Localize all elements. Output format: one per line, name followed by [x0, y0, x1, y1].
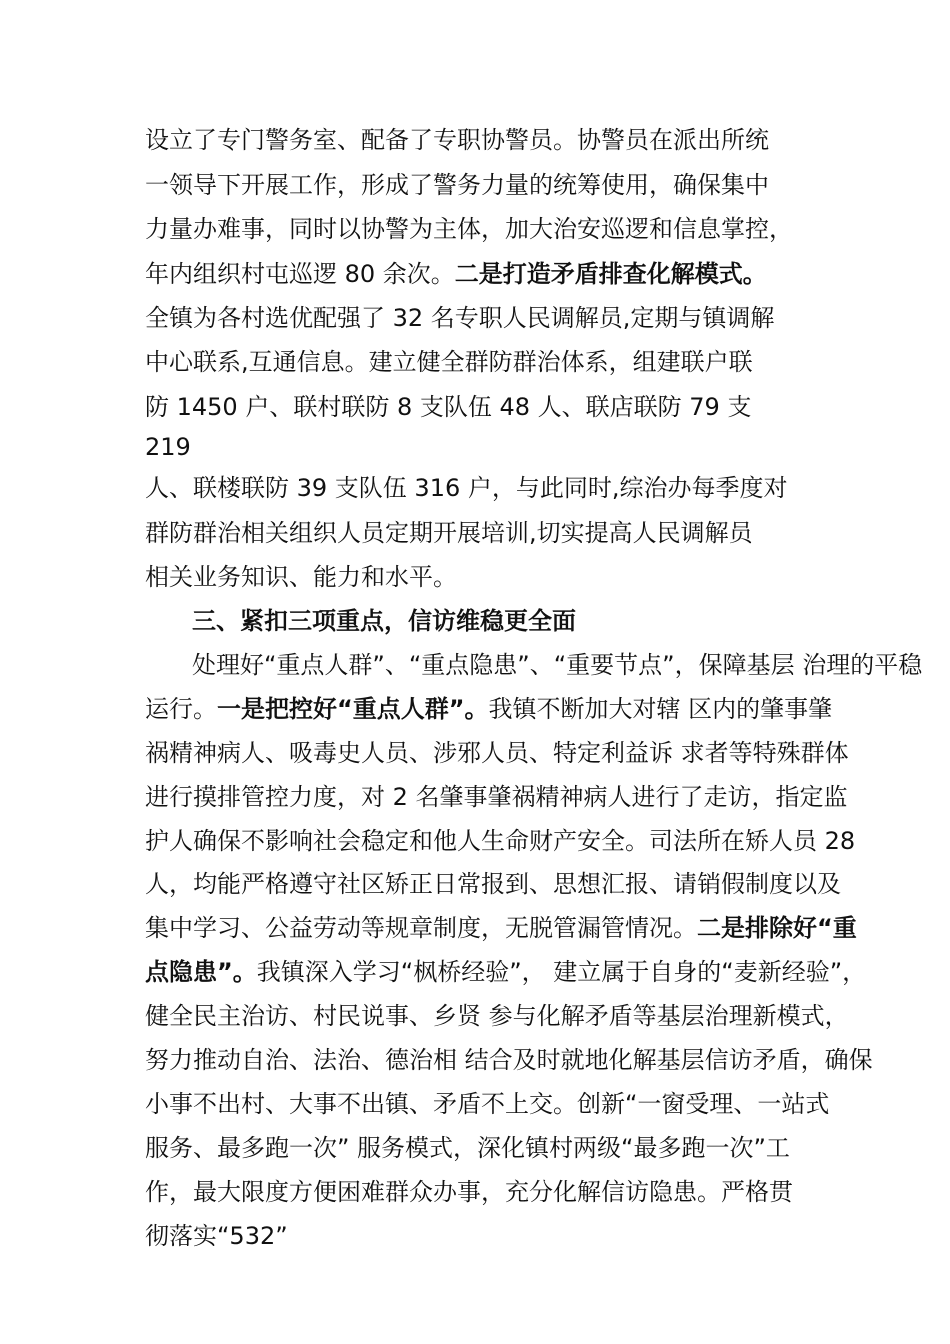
- text-line: [145, 303, 774, 333]
- bold-span: 二是排除好“重: [697, 914, 857, 942]
- text-span: 彻落实“532”: [145, 1222, 288, 1250]
- text-line: [145, 214, 793, 244]
- text-line: [145, 170, 769, 200]
- text-line: [145, 1133, 790, 1163]
- text-span: 人、联楼联防 39 支队伍 316 户，与此同时,综治办每季度对: [145, 474, 788, 502]
- section-heading: [192, 606, 576, 636]
- text-line: [145, 432, 191, 462]
- text-span: 服务、最多跑一次” 服务模式，深化镇村两级“最多跑一次”工: [145, 1134, 790, 1162]
- text-line: [145, 869, 841, 899]
- bold-span: 点隐患”。: [145, 958, 257, 986]
- text-span: 努力推动自治、法治、德治相 结合及时就地化解基层信访矛盾，确保: [145, 1046, 873, 1074]
- text-line: [145, 562, 457, 592]
- text-span: 作，最大限度方便困难群众办事，充分化解信访隐患。严格贯: [145, 1178, 793, 1206]
- text-span: 群防群治相关组织人员定期开展培训,切实提高人民调解员: [145, 519, 753, 547]
- text-span: 年内组织村屯巡逻 80 余次。: [145, 260, 455, 288]
- text-line: [145, 913, 857, 943]
- text-line: [145, 1177, 793, 1207]
- text-span: 健全民主治访、村民说事、乡贤 参与化解矛盾等基层治理新模式，: [145, 1002, 849, 1030]
- text-span: 进行摸排管控力度，对 2 名肇事肇祸精神病人进行了走访，指定监: [145, 783, 848, 811]
- text-line: [145, 1089, 829, 1119]
- text-line: [145, 1045, 873, 1075]
- text-span: 219: [145, 433, 191, 461]
- text-line: [145, 347, 753, 377]
- text-span: 我镇深入学习“枫桥经验”， 建立属于自身的“麦新经验”，: [256, 958, 867, 986]
- text-line: [145, 694, 832, 724]
- text-span: 人，均能严格遵守社区矫正日常报到、思想汇报、请销假制度以及: [145, 870, 841, 898]
- text-line: [145, 518, 753, 548]
- text-line: [145, 473, 788, 503]
- text-line: [145, 125, 825, 155]
- text-line: [145, 826, 855, 856]
- text-span: 设立了专门警务室、配备了专职协警员。协警员在派出所统: [145, 126, 769, 154]
- text-span: 集中学习、公益劳动等规章制度，无脱管漏管情况。: [145, 914, 697, 942]
- text-line: [145, 957, 866, 987]
- text-line: [145, 1221, 288, 1251]
- heading-text: 三、紧扣三项重点，信访维稳更全面: [192, 607, 576, 635]
- text-span: 力量办难事，同时以协警为主体，加大治安巡逻和信息掌控，: [145, 215, 793, 243]
- text-line: [145, 1001, 849, 1031]
- text-span: 相关业务知识、能力和水平。: [145, 563, 457, 591]
- bold-span: 二是打造矛盾排查化解模式。: [454, 260, 767, 288]
- text-line: [192, 650, 922, 680]
- text-line: [145, 738, 849, 768]
- text-span: 运行。: [145, 695, 217, 723]
- text-span: 一领导下开展工作，形成了警务力量的统筹使用，确保集中: [145, 171, 769, 199]
- text-span: 祸精神病人、吸毒史人员、涉邪人员、特定利益诉 求者等特殊群体: [145, 739, 849, 767]
- text-span: 我镇不断加大对辖 区内的肇事肇: [488, 695, 833, 723]
- text-line: [145, 782, 848, 812]
- text-span: 防 1450 户、联村联防 8 支队伍 48 人、联店联防 79 支: [145, 393, 752, 421]
- text-span: 全镇为各村选优配强了 32 名专职人民调解员,定期与镇调解: [145, 304, 775, 332]
- bold-span: 一是把控好“重点人群”。: [217, 695, 489, 723]
- text-span: 小事不出村、大事不出镇、矛盾不上交。创新“一窗受理、一站式: [145, 1090, 830, 1118]
- text-span: 中心联系,互通信息。建立健全群防群治体系，组建联户联: [145, 348, 753, 376]
- text-line: [145, 392, 751, 422]
- text-span: 护人确保不影响社会稳定和他人生命财产安全。司法所在矫人员 28: [145, 827, 856, 855]
- text-line: [145, 259, 767, 289]
- text-span: 处理好“重点人群”、“重点隐患”、“重要节点”，保障基层 治理的平稳: [192, 651, 923, 679]
